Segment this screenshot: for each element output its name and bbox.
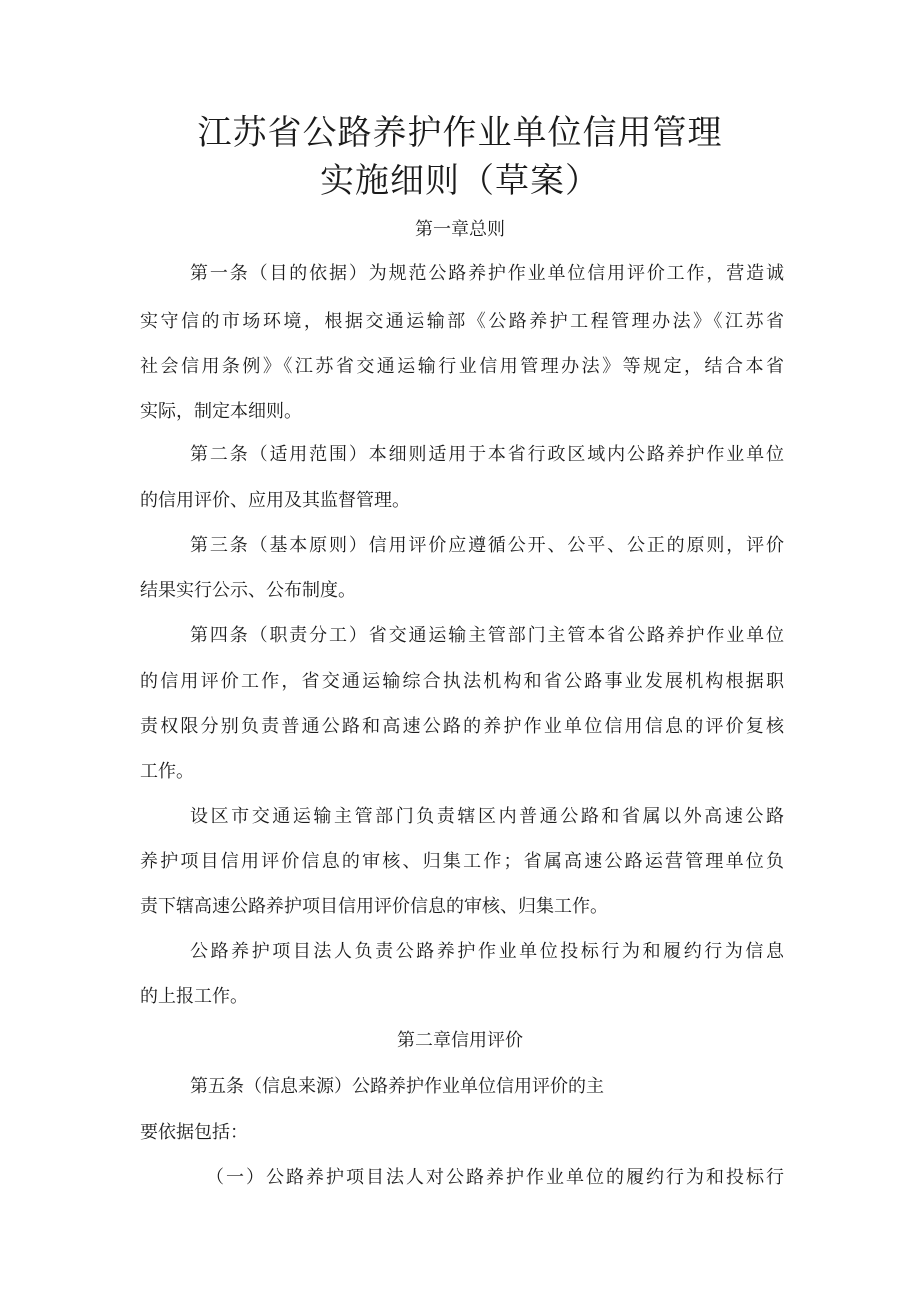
article-4-p2-line-1: 设区市交通运输主管部门负责辖区内普通公路和省属以外高速公路 <box>190 806 784 827</box>
article-1-line-1: 第一条（目的依据）为规范公路养护作业单位信用评价工作，营造诚 <box>190 263 784 284</box>
chapter-1-heading: 第一章总则 <box>415 219 505 240</box>
document-title-line-1: 江苏省公路养护作业单位信用管理 <box>197 113 723 153</box>
article-1-line-4: 实际，制定本细则。 <box>140 401 302 422</box>
article-1-line-2: 实守信的市场环境，根据交通运输部《公路养护工程管理办法》《江苏省 <box>140 311 784 332</box>
article-4-p2-line-3: 责下辖高速公路养护项目信用评价信息的审核、归集工作。 <box>140 896 608 917</box>
article-5-item-1: （一）公路养护项目法人对公路养护作业单位的履约行为和投标行 <box>206 1167 784 1188</box>
article-4-line-1: 第四条（职责分工）省交通运输主管部门主管本省公路养护作业单位 <box>190 625 784 646</box>
article-4-line-2: 的信用评价工作，省交通运输综合执法机构和省公路事业发展机构根据职 <box>140 671 784 692</box>
article-4-line-3: 责权限分别负责普通公路和高速公路的养护作业单位信用信息的评价复核 <box>140 716 784 737</box>
document-title-line-2: 实施细则（草案） <box>320 161 600 201</box>
article-4-p3-line-1: 公路养护项目法人负责公路养护作业单位投标行为和履约行为信息 <box>190 941 784 962</box>
article-5-line-1: 第五条（信息来源）公路养护作业单位信用评价的主 <box>190 1076 604 1097</box>
article-2-line-2: 的信用评价、应用及其监督管理。 <box>140 490 410 511</box>
article-4-p2-line-2: 养护项目信用评价信息的审核、归集工作；省属高速公路运营管理单位负 <box>140 851 784 872</box>
article-4-p3-line-2: 的上报工作。 <box>140 986 248 1007</box>
chapter-2-heading: 第二章信用评价 <box>397 1030 523 1051</box>
article-4-line-4: 工作。 <box>140 761 194 782</box>
article-3-line-2: 结果实行公示、公布制度。 <box>140 580 356 601</box>
article-2-line-1: 第二条（适用范围）本细则适用于本省行政区域内公路养护作业单位 <box>190 444 784 465</box>
article-3-line-1: 第三条（基本原则）信用评价应遵循公开、公平、公正的原则，评价 <box>190 535 784 556</box>
article-5-line-2: 要依据包括： <box>140 1122 248 1143</box>
article-1-line-3: 社会信用条例》《江苏省交通运输行业信用管理办法》等规定，结合本省 <box>140 356 784 377</box>
